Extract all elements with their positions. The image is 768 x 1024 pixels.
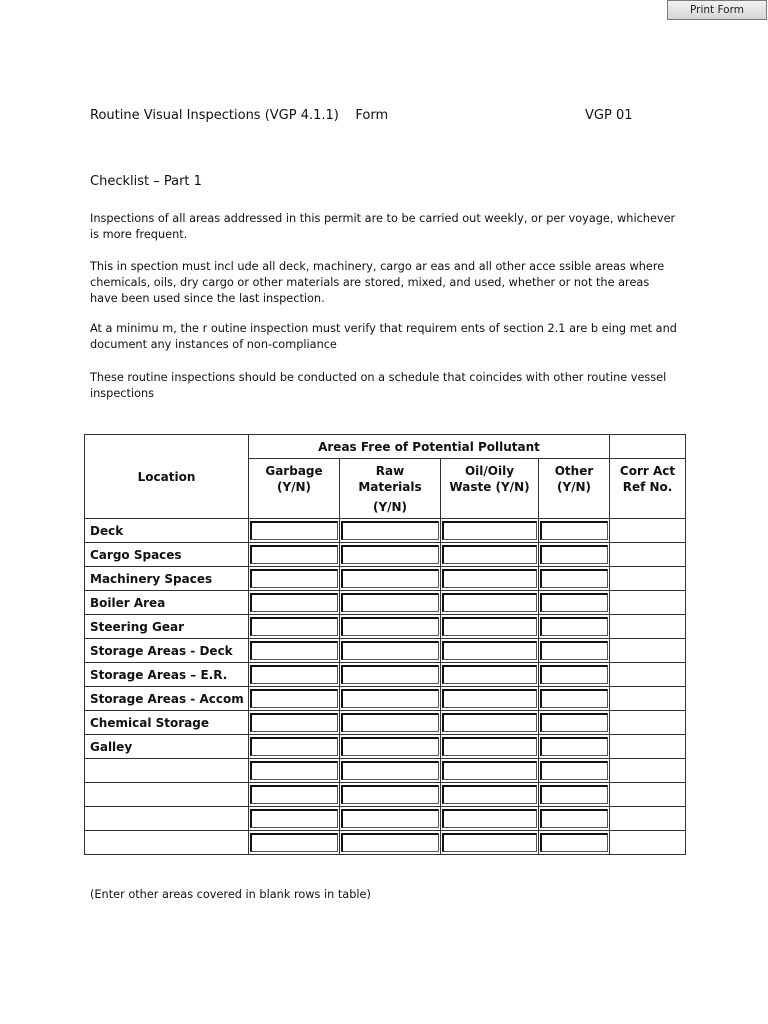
corr-act-cell xyxy=(610,519,686,543)
other-input[interactable] xyxy=(540,593,608,612)
raw-materials-input[interactable] xyxy=(341,545,439,564)
location-label: Chemical Storage xyxy=(85,711,249,735)
instruction-paragraph-scope: This in spection must incl ude all deck, machinery, cargo ar eas and all other acce ssible areas where chemicals, oils, dry cargo or other materials are stored, mixed, and used, whether or not the areas have been used since the last inspection. xyxy=(90,260,665,305)
oil-waste-input[interactable] xyxy=(442,665,537,684)
raw-materials-input[interactable] xyxy=(341,761,439,780)
table-row xyxy=(85,807,686,831)
oil-waste-input[interactable] xyxy=(442,617,537,636)
other-input[interactable] xyxy=(540,689,608,708)
oil-waste-header xyxy=(441,459,539,519)
garbage-label: Garbage xyxy=(265,464,323,478)
raw-materials-label: Raw Materials xyxy=(358,464,422,494)
corr-act-cell xyxy=(610,615,686,639)
inspection-table xyxy=(84,434,686,855)
table-row xyxy=(85,543,686,567)
corr-act-cell xyxy=(610,759,686,783)
oil-waste-input[interactable] xyxy=(442,713,537,732)
raw-materials-yn-label: (Y/N) xyxy=(372,500,408,514)
other-label: Other xyxy=(554,464,594,478)
other-input[interactable] xyxy=(540,617,608,636)
corr-act-cell xyxy=(610,687,686,711)
corr-act-cell xyxy=(610,543,686,567)
other-input[interactable] xyxy=(540,809,608,828)
garbage-input[interactable] xyxy=(250,809,338,828)
corr-act-cell xyxy=(610,735,686,759)
corr-act-cell xyxy=(610,663,686,687)
corr-top-cell xyxy=(610,435,686,459)
oil-waste-input[interactable] xyxy=(442,593,537,612)
garbage-input[interactable] xyxy=(250,545,338,564)
oil-waste-input[interactable] xyxy=(442,785,537,804)
other-input[interactable] xyxy=(540,761,608,780)
oil-waste-input[interactable] xyxy=(442,641,537,660)
raw-materials-input[interactable] xyxy=(341,833,439,852)
raw-materials-header xyxy=(340,459,441,519)
corr-act-cell xyxy=(610,807,686,831)
location-label[interactable] xyxy=(85,831,249,855)
checklist-title: Checklist – Part 1 xyxy=(90,174,202,189)
raw-materials-input[interactable] xyxy=(341,521,439,540)
table-row xyxy=(85,711,686,735)
location-label[interactable] xyxy=(85,783,249,807)
raw-materials-input[interactable] xyxy=(341,689,439,708)
form-header xyxy=(90,108,650,128)
garbage-input[interactable] xyxy=(250,689,338,708)
location-label: Steering Gear xyxy=(85,615,249,639)
location-label: Storage Areas - Accom xyxy=(85,687,249,711)
location-label[interactable] xyxy=(85,807,249,831)
table-row xyxy=(85,663,686,687)
garbage-input[interactable] xyxy=(250,521,338,540)
instruction-paragraph-frequency: Inspections of all areas addressed in this permit are to be carried out weekly, or per voyage, whichever is more frequent. xyxy=(90,212,676,241)
corr-act-header xyxy=(610,459,686,519)
corr-act-cell xyxy=(610,831,686,855)
footer-note: (Enter other areas covered in blank rows in table) xyxy=(90,888,371,901)
location-label: Galley xyxy=(85,735,249,759)
garbage-input[interactable] xyxy=(250,833,338,852)
table-row xyxy=(85,687,686,711)
form-title: Routine Visual Inspections (VGP 4.1.1) Form xyxy=(90,108,389,123)
oil-waste-input[interactable] xyxy=(442,809,537,828)
table-row xyxy=(85,591,686,615)
corr-act-cell xyxy=(610,591,686,615)
table-row xyxy=(85,615,686,639)
raw-materials-input[interactable] xyxy=(341,641,439,660)
instruction-paragraph-schedule: These routine inspections should be conducted on a schedule that coincides with other routine vessel inspections xyxy=(90,371,667,400)
other-input[interactable] xyxy=(540,713,608,732)
table-row xyxy=(85,759,686,783)
raw-materials-input[interactable] xyxy=(341,809,439,828)
garbage-input[interactable] xyxy=(250,761,338,780)
location-label: Machinery Spaces xyxy=(85,567,249,591)
oil-waste-input[interactable] xyxy=(442,737,537,756)
garbage-input[interactable] xyxy=(250,737,338,756)
other-input[interactable] xyxy=(540,833,608,852)
print-form-button[interactable]: Print Form xyxy=(667,0,767,20)
oil-waste-input[interactable] xyxy=(442,545,537,564)
table-row xyxy=(85,519,686,543)
corr-act-cell xyxy=(610,567,686,591)
location-label: Storage Areas – E.R. xyxy=(85,663,249,687)
garbage-yn-label: (Y/N) xyxy=(276,480,312,494)
other-header xyxy=(539,459,610,519)
oil-waste-input[interactable] xyxy=(442,833,537,852)
raw-materials-input[interactable] xyxy=(341,713,439,732)
garbage-input[interactable] xyxy=(250,785,338,804)
garbage-input[interactable] xyxy=(250,593,338,612)
other-input[interactable] xyxy=(540,521,608,540)
oil-waste-input[interactable] xyxy=(442,521,537,540)
corr-act-cell xyxy=(610,711,686,735)
corr-act-cell xyxy=(610,783,686,807)
oil-waste-input[interactable] xyxy=(442,569,537,588)
location-header: Location xyxy=(85,435,249,519)
corr-act-label: Corr Act Ref No. xyxy=(619,464,676,494)
areas-free-header: Areas Free of Potential Pollutant xyxy=(249,435,610,459)
garbage-header xyxy=(249,459,340,519)
raw-materials-input[interactable] xyxy=(341,593,439,612)
other-input[interactable] xyxy=(540,665,608,684)
raw-materials-input[interactable] xyxy=(341,569,439,588)
other-yn-label: (Y/N) xyxy=(556,480,592,494)
garbage-input[interactable] xyxy=(250,713,338,732)
table-row xyxy=(85,783,686,807)
raw-materials-input[interactable] xyxy=(341,785,439,804)
garbage-input[interactable] xyxy=(250,617,338,636)
other-input[interactable] xyxy=(540,641,608,660)
raw-materials-input[interactable] xyxy=(341,617,439,636)
other-input[interactable] xyxy=(540,785,608,804)
other-input[interactable] xyxy=(540,737,608,756)
instruction-paragraph-verification: At a minimu m, the r outine inspection must verify that requirem ents of section 2.1 are b eing met and document any instances of non-compliance xyxy=(90,322,677,351)
table-row xyxy=(85,831,686,855)
form-code: VGP 01 xyxy=(585,108,633,123)
garbage-input[interactable] xyxy=(250,665,338,684)
table-row xyxy=(85,639,686,663)
other-input[interactable] xyxy=(540,545,608,564)
other-input[interactable] xyxy=(540,569,608,588)
location-label: Storage Areas - Deck xyxy=(85,639,249,663)
oil-waste-label: Oil/Oily Waste (Y/N) xyxy=(449,464,530,494)
raw-materials-input[interactable] xyxy=(341,737,439,756)
corr-act-cell xyxy=(610,639,686,663)
garbage-input[interactable] xyxy=(250,569,338,588)
oil-waste-input[interactable] xyxy=(442,689,537,708)
garbage-input[interactable] xyxy=(250,641,338,660)
oil-waste-input[interactable] xyxy=(442,761,537,780)
location-label: Boiler Area xyxy=(85,591,249,615)
location-label: Cargo Spaces xyxy=(85,543,249,567)
table-row xyxy=(85,735,686,759)
table-row xyxy=(85,567,686,591)
location-label: Deck xyxy=(85,519,249,543)
raw-materials-input[interactable] xyxy=(341,665,439,684)
location-label[interactable] xyxy=(85,759,249,783)
